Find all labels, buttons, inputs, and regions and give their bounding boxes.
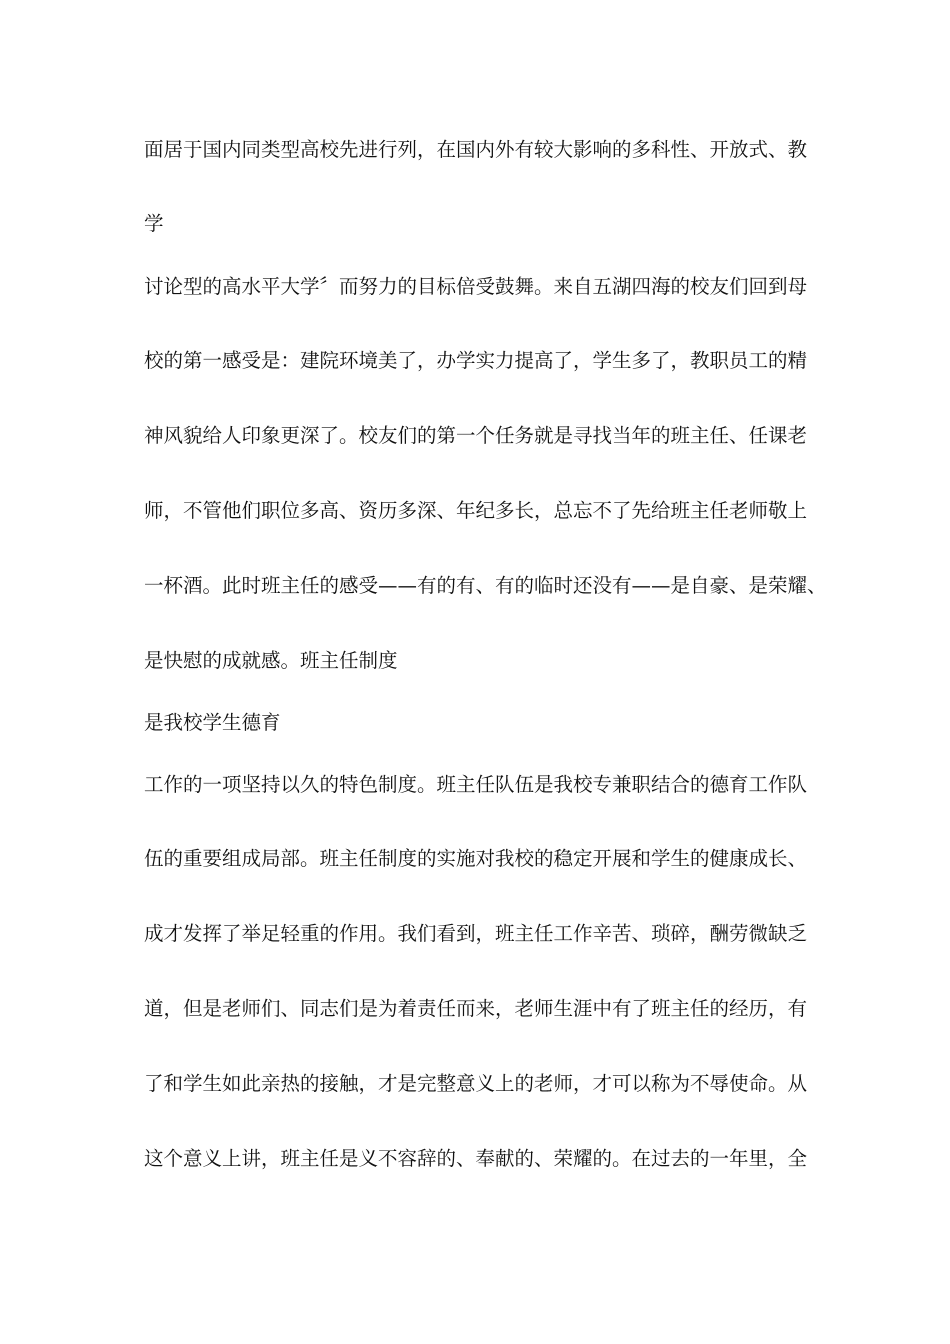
text-line: 校的第一感受是：建院环境美了，办学实力提高了，学生多了，教职员工的精 — [144, 349, 808, 372]
text-line: 伍的重要组成局部。班主任制度的实施对我校的稳定开展和学生的健康成长、 — [144, 847, 808, 870]
text-line: 了和学生如此亲热的接触，才是完整意义上的老师，才可以称为不辱使命。从 — [144, 1072, 808, 1095]
text-line: 成才发挥了举足轻重的作用。我们看到，班主任工作辛苦、琐碎，酬劳微缺乏 — [144, 922, 808, 945]
text-line: 神风貌给人印象更深了。校友们的第一个任务就是寻找当年的班主任、任课老 — [144, 424, 808, 447]
text-line: 这个意义上讲，班主任是义不容辞的、奉献的、荣耀的。在过去的一年里，全 — [144, 1147, 808, 1170]
text-line: 讨论型的高水平大学〞而努力的目标倍受鼓舞。来自五湖四海的校友们回到母 — [144, 275, 808, 298]
text-line: 一杯酒。此时班主任的感受——有的有、有的临时还没有——是自豪、是荣耀、 — [144, 574, 827, 597]
text-line: 工作的一项坚持以久的特色制度。班主任队伍是我校专兼职结合的德育工作队 — [144, 773, 808, 796]
text-line: 是我校学生德育 — [144, 711, 281, 734]
text-line: 面居于国内同类型高校先进行列，在国内外有较大影响的多科性、开放式、教 — [144, 138, 808, 161]
text-line: 学 — [144, 212, 164, 235]
text-line: 道，但是老师们、同志们是为着责任而来，老师生涯中有了班主任的经历，有 — [144, 997, 808, 1020]
text-line: 是快慰的成就感。班主任制度 — [144, 649, 398, 672]
text-line: 师，不管他们职位多高、资历多深、年纪多长，总忘不了先给班主任老师敬上 — [144, 499, 808, 522]
